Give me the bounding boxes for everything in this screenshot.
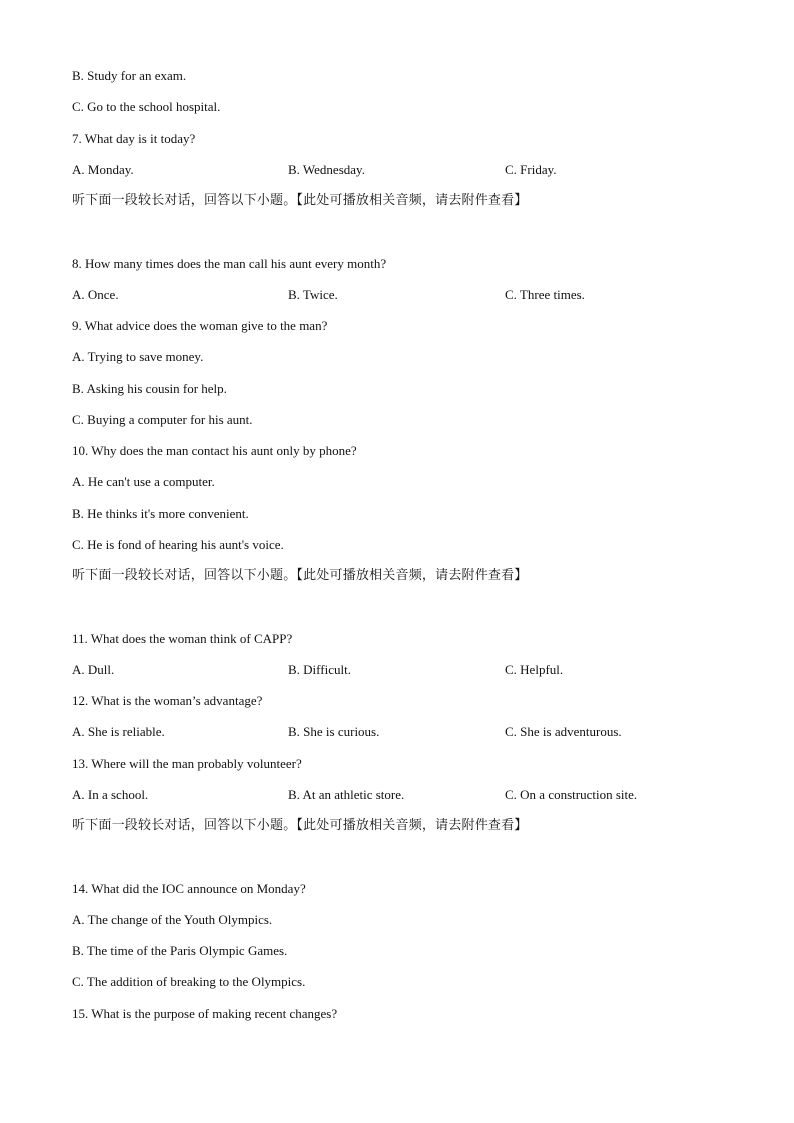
- option-c: C. Helpful.: [505, 662, 564, 677]
- question-text: 14. What did the IOC announce on Monday?: [72, 881, 306, 896]
- option-text: B. The time of the Paris Olympic Games.: [72, 943, 288, 958]
- option-c: C. She is adventurous.: [505, 724, 622, 739]
- option-b: B. Difficult.: [288, 662, 351, 677]
- option-text: A. He can't use a computer.: [72, 474, 215, 489]
- question-text: 8. How many times does the man call his aunt every month?: [72, 256, 387, 271]
- options-row: [72, 285, 732, 305]
- option-a: A. Monday.: [72, 162, 134, 177]
- option-a: A. In a school.: [72, 787, 149, 802]
- option-text: B. Asking his cousin for help.: [72, 381, 227, 396]
- option-b: B. At an athletic store.: [288, 787, 405, 802]
- section-instruction: 听下面一段较长对话，回答以下小题。【此处可播放相关音频，请去附件查看】: [72, 568, 528, 583]
- option-b: B. Wednesday.: [288, 162, 365, 177]
- option-text: B. He thinks it's more convenient.: [72, 506, 249, 521]
- option-c: C. Three times.: [505, 287, 585, 302]
- option-c: C. Friday.: [505, 162, 557, 177]
- question-text: 13. Where will the man probably volunteer?: [72, 756, 302, 771]
- option-text: A. Trying to save money.: [72, 349, 204, 364]
- option-text: C. Buying a computer for his aunt.: [72, 412, 253, 427]
- question-text: 11. What does the woman think of CAPP?: [72, 631, 293, 646]
- option-text: C. Go to the school hospital.: [72, 99, 221, 114]
- options-row: [72, 660, 732, 680]
- question-text: 9. What advice does the woman give to the man?: [72, 318, 328, 333]
- question-text: 12. What is the woman’s advantage?: [72, 693, 263, 708]
- option-c: C. On a construction site.: [505, 787, 638, 802]
- options-row: [72, 160, 732, 180]
- option-a: A. Dull.: [72, 662, 115, 677]
- question-text: 7. What day is it today?: [72, 131, 196, 146]
- options-row: [72, 785, 732, 805]
- section-instruction: 听下面一段较长对话，回答以下小题。【此处可播放相关音频，请去附件查看】: [72, 193, 528, 208]
- option-text: C. The addition of breaking to the Olympics.: [72, 974, 306, 989]
- option-b: B. Twice.: [288, 287, 338, 302]
- options-row: [72, 722, 732, 742]
- question-text: 10. Why does the man contact his aunt only by phone?: [72, 443, 357, 458]
- option-text: B. Study for an exam.: [72, 68, 187, 83]
- option-a: A. Once.: [72, 287, 119, 302]
- option-text: C. He is fond of hearing his aunt's voice.: [72, 537, 284, 552]
- option-b: B. She is curious.: [288, 724, 380, 739]
- question-text: 15. What is the purpose of making recent changes?: [72, 1006, 338, 1021]
- option-text: A. The change of the Youth Olympics.: [72, 912, 273, 927]
- option-a: A. She is reliable.: [72, 724, 165, 739]
- section-instruction: 听下面一段较长对话，回答以下小题。【此处可播放相关音频，请去附件查看】: [72, 818, 528, 833]
